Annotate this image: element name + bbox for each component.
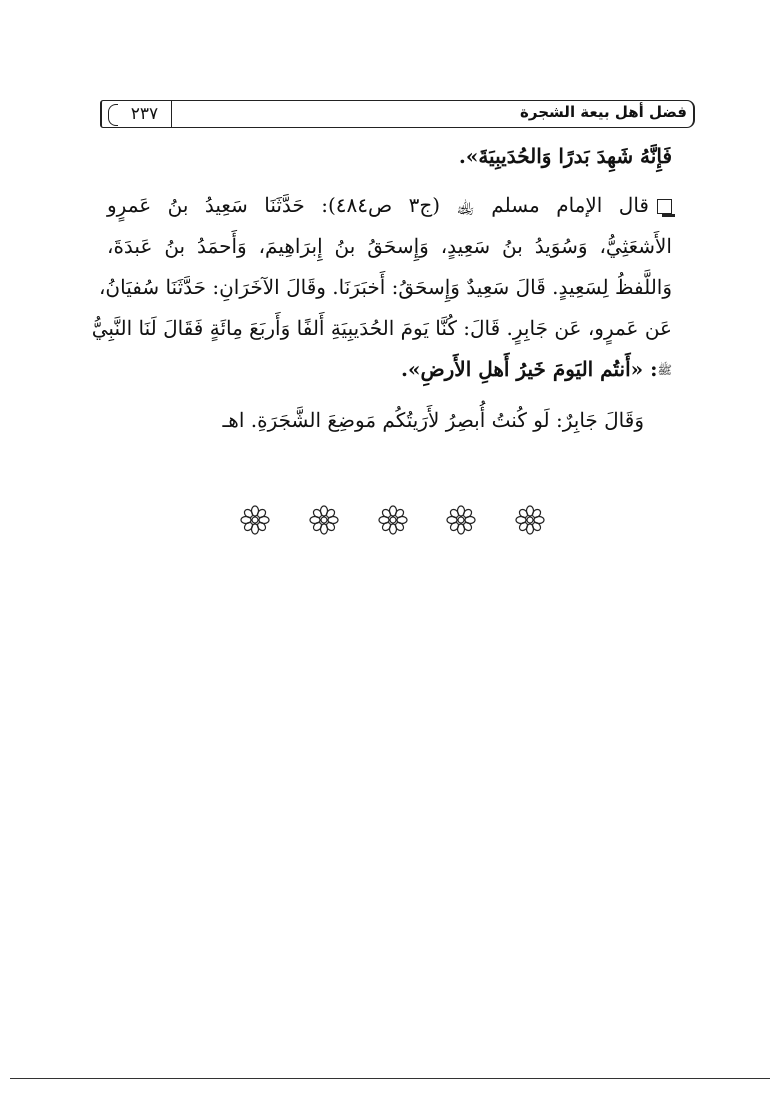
ornament-divider [240,503,545,537]
text-line-content: : «أَنتُم اليَومَ خَيرُ أَهلِ الأَرضِ». [400,357,658,381]
paragraph-continuation [107,136,672,177]
flower-ornament-icon [309,505,339,535]
text-line: وَقَالَ جَابِرٌ: لَو كُنتُ أُبصِرُ لأَرَيتُكُم مَوضِعَ الشَّجَرَةِ. اهـ [222,408,644,432]
square-bullet-icon [657,199,672,214]
flower-ornament-icon [446,505,476,535]
page-corner-curl [108,104,118,126]
text-line-content: قال الإمام مسلم ﵀ (ج٣ ص٤٨٤): حَدَّثَنَا سَعِيدُ بنُ عَمرٍو [107,193,649,217]
text-line [107,185,672,226]
flower-ornament-icon [378,505,408,535]
text-line: الأَشعَثِيُّ، وَسُوَيدُ بنُ سَعِيدٍ، وَإِسحَقُ بنُ إِبرَاهِيمَ، وَأَحمَدُ بنُ عَبدَةَ، [107,234,672,258]
text-line: عَن عَمرٍو، عَن جَابِرٍ. قَالَ: كُنَّا يَومَ الحُدَيبِيَةِ أَلفًا وَأَربَعَ مِائَةٍ فَقَالَ لَنَا النَّبِيُّ [91,316,672,340]
jabir-paragraph [107,400,672,441]
text-line: فَإِنَّهُ شَهِدَ بَدرًا وَالحُدَيبِيَةَ». [458,144,672,168]
page-number: ٢٣٧ [130,104,159,124]
chapter-title: فضل أهل بيعة الشجرة [520,103,687,121]
text-line: وَاللَّفظُ لِسَعِيدٍ. قَالَ سَعِيدٌ وَإِسحَقُ: أَخبَرَنَا. وقَالَ الآخَرَانِ: حَدَّثَنَا سُفيَانُ، [98,275,672,299]
flower-ornament-icon [515,505,545,535]
honorific-mark: ﷺ [657,363,672,377]
flower-ornament-icon [240,505,270,535]
bottom-divider [10,1078,770,1079]
hadith-paragraph [91,185,672,390]
text-line [107,349,672,390]
